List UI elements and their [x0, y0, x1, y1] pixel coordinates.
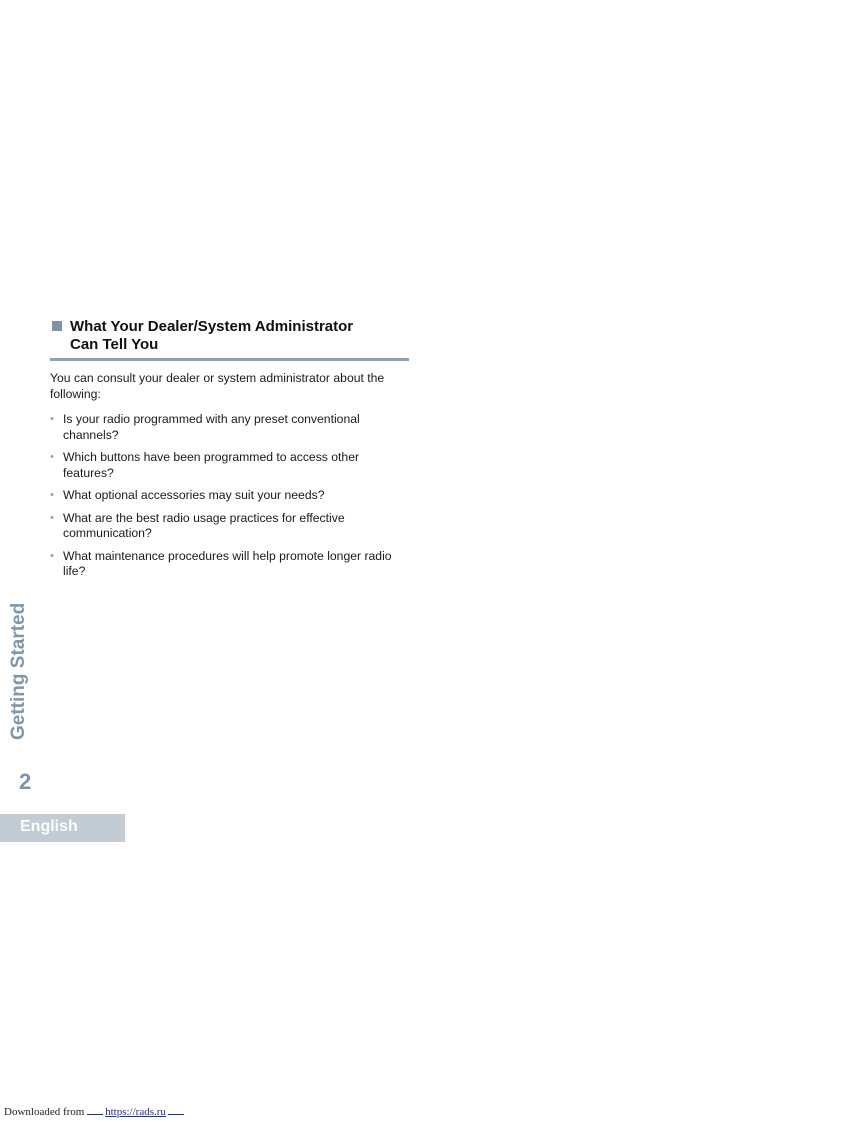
list-item-text: Is your radio programmed with any preset conventional channels?: [63, 412, 360, 442]
bullet-icon: •: [50, 511, 54, 524]
footer-prefix: Downloaded from: [4, 1106, 85, 1118]
list-item-text: What maintenance procedures will help promote longer radio life?: [63, 548, 392, 578]
bullet-icon: •: [50, 451, 54, 463]
language-label: English: [20, 818, 78, 835]
list-item: [50, 511, 412, 542]
bullet-icon: •: [50, 549, 54, 562]
source-link[interactable]: https://rads.ru: [105, 1106, 166, 1118]
intro-paragraph: You can consult your dealer or system administrator about the following:: [50, 371, 385, 401]
list-item: [50, 488, 412, 504]
bullet-icon: •: [50, 413, 54, 425]
list-item-text: What are the best radio usage practices for effective communication?: [63, 510, 345, 540]
language-tab: [0, 814, 125, 842]
chapter-side-tab: Getting Started: [8, 602, 29, 740]
heading-square-icon: [52, 321, 62, 331]
list-item: [50, 450, 412, 481]
link-underline-trail: [168, 1104, 184, 1115]
list-item: [50, 549, 412, 580]
section-heading: [50, 318, 409, 361]
link-underline-lead: [87, 1104, 103, 1115]
list-item: [50, 412, 412, 443]
list-item-text: What optional accessories may suit your needs?: [63, 488, 325, 502]
bullet-icon: •: [50, 489, 54, 501]
question-list: [50, 412, 412, 587]
page-number: 2: [19, 769, 32, 794]
section-title-line1: What Your Dealer/System Administrator: [70, 318, 354, 335]
section-title: [70, 318, 409, 354]
download-footer: [4, 1104, 184, 1118]
section-title-line2: Can Tell You: [70, 336, 159, 353]
list-item-text: Which buttons have been programmed to access other features?: [63, 450, 360, 480]
heading-divider: [50, 358, 409, 361]
